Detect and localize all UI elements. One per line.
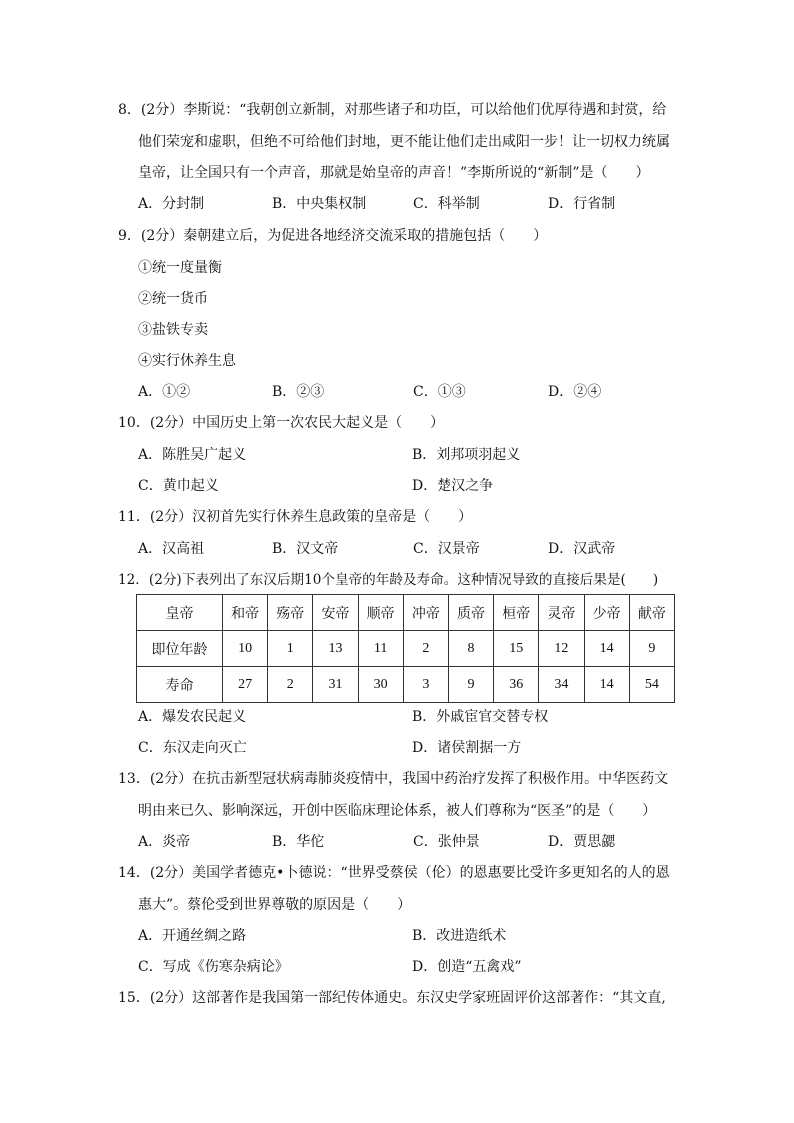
q12-option-d: D．诸侯割据一方	[412, 740, 522, 756]
q13-stem-line-1: 13．(2分）在抗击新型冠状病毒肺炎疫情中，我国中药治疗发挥了积极作用。中华医药文	[118, 771, 669, 787]
q11-option-d: D．汉武帝	[548, 541, 616, 557]
q10-option-c: C．黄巾起义	[138, 478, 219, 494]
q12-option-b: B．外戚宦官交替专权	[412, 709, 549, 725]
q12-option-a: A．爆发农民起义	[138, 709, 247, 725]
table-cell: 安帝	[313, 595, 358, 631]
q8-stem-line-3: 皇帝，让全国只有一个声音，那就是始皇帝的声音！”李斯所说的“新制”是（ ）	[138, 165, 650, 181]
q8-stem-line-2: 他们荣宠和虚职，但绝不可给他们封地，更不能让他们走出咸阳一步！让一切权力统属	[138, 134, 670, 150]
table-cell: 9	[629, 631, 674, 667]
table-cell: 2	[403, 631, 448, 667]
q9-stem: 9．(2分）秦朝建立后，为促进各地经济交流采取的措施包括（ ）	[118, 228, 548, 244]
table-cell: 3	[403, 667, 448, 703]
table-cell: 即位年龄	[137, 631, 223, 667]
q8-option-b: B．中央集权制	[272, 196, 367, 212]
q9-item-3: ③盐铁专卖	[138, 322, 208, 338]
q13-option-b: B．华佗	[272, 834, 325, 850]
q14-option-d: D．创造“五禽戏”	[412, 959, 522, 975]
q11-option-c: C．汉景帝	[413, 541, 480, 557]
q9-item-4: ④实行休养生息	[138, 353, 236, 369]
q13-option-c: C．张仲景	[413, 834, 480, 850]
q12-stem: 12．(2分)下表列出了东汉后期10个皇帝的年龄及寿命。这种情况导致的直接后果是( )	[118, 572, 659, 588]
table-cell: 桓帝	[494, 595, 539, 631]
table-cell: 冲帝	[403, 595, 448, 631]
q8-option-c: C．科举制	[413, 196, 480, 212]
q15-stem-line-1: 15．(2分）这部著作是我国第一部纪传体通史。东汉史学家班固评价这部著作：“其文直,	[118, 990, 666, 1006]
q14-option-b: B．改进造纸术	[412, 928, 507, 944]
table-cell: 54	[629, 667, 674, 703]
table-cell: 寿命	[137, 667, 223, 703]
table-cell: 少帝	[584, 595, 629, 631]
table-cell: 皇帝	[137, 595, 223, 631]
q9-option-c: C．①③	[413, 384, 466, 400]
q10-option-b: B．刘邦项羽起义	[412, 447, 521, 463]
q10-option-a: A．陈胜吴广起义	[138, 447, 247, 463]
table-cell: 献帝	[629, 595, 674, 631]
table-cell: 34	[539, 667, 584, 703]
table-cell: 8	[448, 631, 493, 667]
q11-option-b: B．汉文帝	[272, 541, 339, 557]
q8-option-d: D．行省制	[548, 196, 616, 212]
table-row	[137, 631, 675, 667]
table-cell: 10	[223, 631, 268, 667]
table-cell: 27	[223, 667, 268, 703]
q14-stem-line-2: 惠大”。蔡伦受到世界尊敬的原因是（ ）	[138, 897, 412, 913]
q9-item-2: ②统一货币	[138, 291, 208, 307]
table-cell: 殇帝	[268, 595, 313, 631]
table-cell: 36	[494, 667, 539, 703]
table-cell: 灵帝	[539, 595, 584, 631]
table-cell: 顺帝	[358, 595, 403, 631]
q14-option-a: A．开通丝绸之路	[138, 928, 247, 944]
table-row	[137, 667, 675, 703]
table-cell: 13	[313, 631, 358, 667]
q14-stem-line-1: 14．(2分）美国学者德克•卜德说：“世界受蔡侯（伦）的恩惠要比受许多更知名的人的恩	[118, 865, 670, 881]
q11-option-a: A．汉高祖	[138, 541, 205, 557]
table-cell: 31	[313, 667, 358, 703]
q9-option-b: B．②③	[272, 384, 325, 400]
table-cell: 14	[584, 667, 629, 703]
table-cell: 1	[268, 631, 313, 667]
q9-option-d: D．②④	[548, 384, 602, 400]
q10-option-d: D．楚汉之争	[412, 478, 494, 494]
q14-option-c: C．写成《伤寒杂病论》	[138, 959, 289, 975]
q8-stem-line-1: 8．(2分）李斯说：“我朝创立新制，对那些诸子和功臣，可以给他们优厚待遇和封赏，给	[118, 102, 667, 118]
q10-stem: 10．(2分）中国历史上第一次农民大起义是（ ）	[118, 415, 445, 431]
table-cell: 质帝	[448, 595, 493, 631]
table-cell: 2	[268, 667, 313, 703]
table-cell: 15	[494, 631, 539, 667]
q13-option-a: A．炎帝	[138, 834, 191, 850]
table-cell: 11	[358, 631, 403, 667]
table-cell: 30	[358, 667, 403, 703]
emperor-table	[136, 594, 675, 703]
q11-stem: 11．(2分）汉初首先实行休养生息政策的皇帝是（ ）	[118, 509, 473, 525]
q13-option-d: D．贾思勰	[548, 834, 616, 850]
table-cell: 和帝	[223, 595, 268, 631]
q9-item-1: ①统一度量衡	[138, 260, 222, 276]
q12-option-c: C．东汉走向灭亡	[138, 740, 247, 756]
table-cell: 14	[584, 631, 629, 667]
q13-stem-line-2: 明由来已久、影响深远，开创中医临床理论体系，被人们尊称为“医圣”的是（ ）	[138, 803, 657, 819]
table-cell: 9	[448, 667, 493, 703]
q8-option-a: A．分封制	[138, 196, 205, 212]
q9-option-a: A．①②	[138, 384, 191, 400]
table-row	[137, 595, 675, 631]
table-cell: 12	[539, 631, 584, 667]
